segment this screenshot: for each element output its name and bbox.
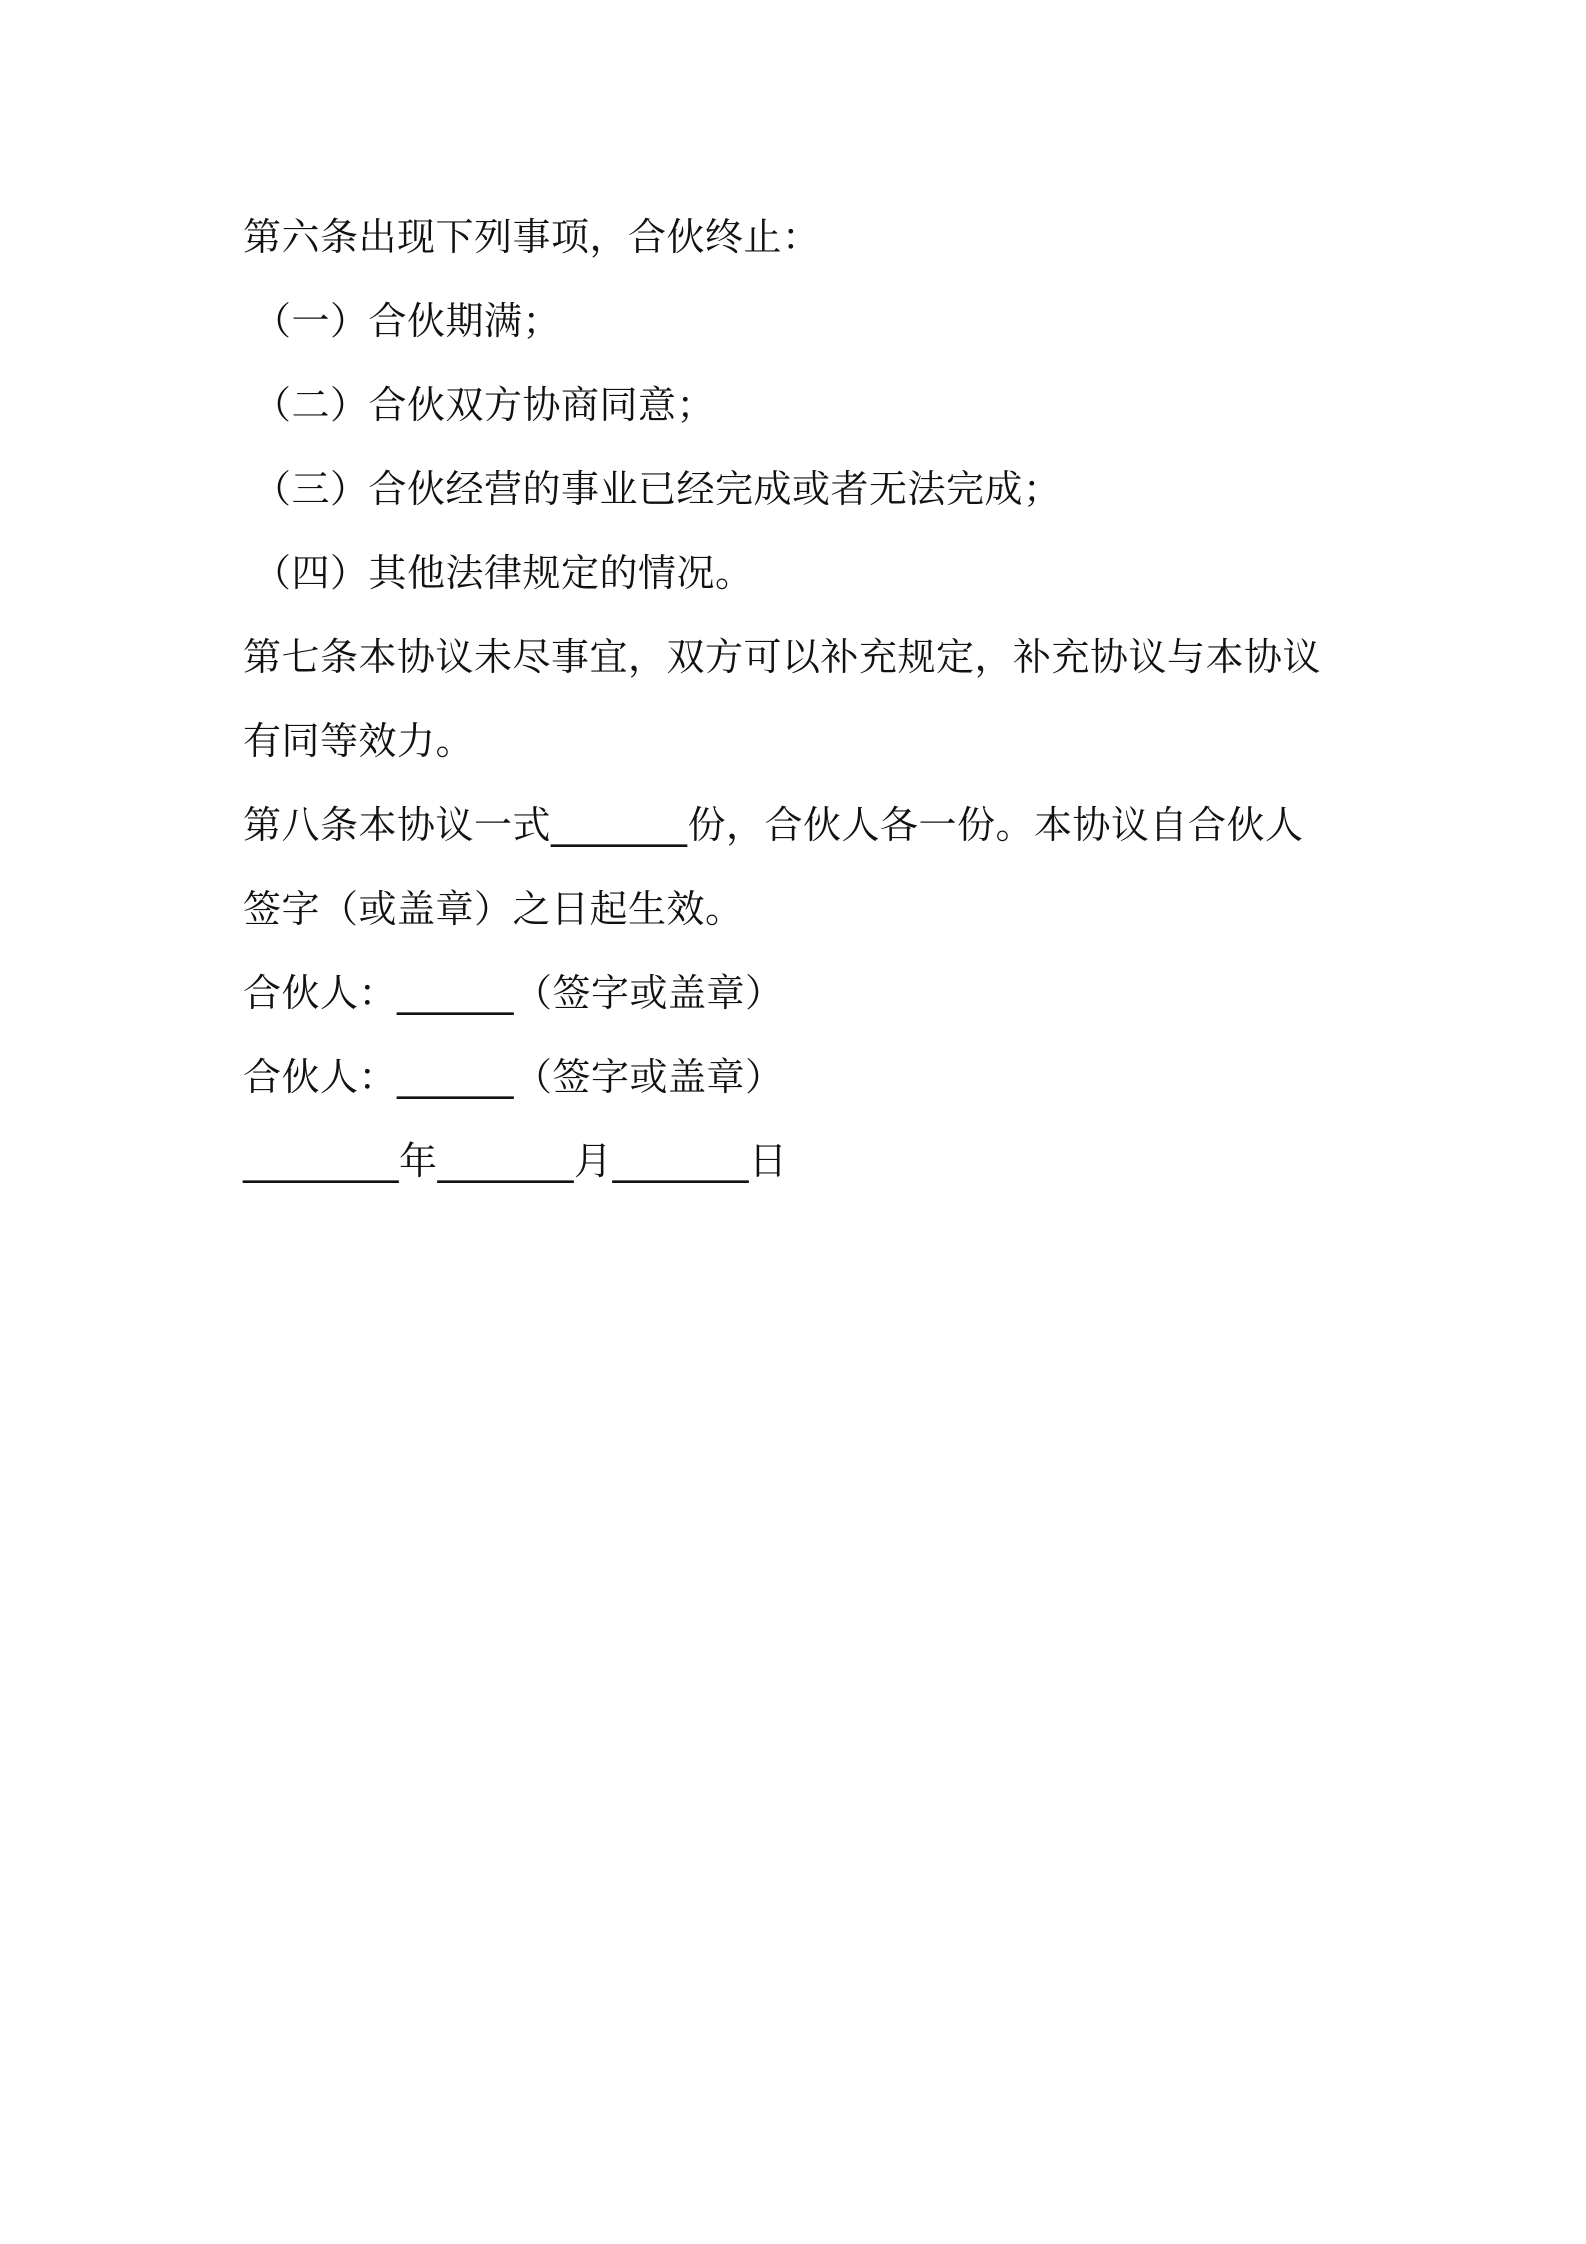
- partner-signature-1: 合伙人：______（签字或盖章）: [243, 971, 784, 1015]
- article-6-item-3: （三）合伙经营的事业已经完成或者无法完成；: [253, 467, 1062, 511]
- signing-date: ________年_______月_______日: [243, 1139, 788, 1183]
- partner-signature-2: 合伙人：______（签字或盖章）: [243, 1055, 784, 1099]
- article-7-line-2: 有同等效力。: [243, 719, 475, 763]
- article-8-line-1: 第八条本协议一式_______份，合伙人各一份。本协议自合伙人: [243, 803, 1304, 847]
- article-7-line-1: 第七条本协议未尽事宜，双方可以补充规定，补充协议与本协议: [243, 635, 1322, 679]
- article-6-item-1: （一）合伙期满；: [253, 299, 562, 343]
- article-6-item-2: （二）合伙双方协商同意；: [253, 383, 716, 427]
- article-6-heading: 第六条出现下列事项，合伙终止：: [243, 215, 821, 259]
- article-8-line-2: 签字（或盖章）之日起生效。: [243, 887, 744, 931]
- article-6-item-4: （四）其他法律规定的情况。: [253, 551, 754, 595]
- document-body: [243, 195, 1363, 1203]
